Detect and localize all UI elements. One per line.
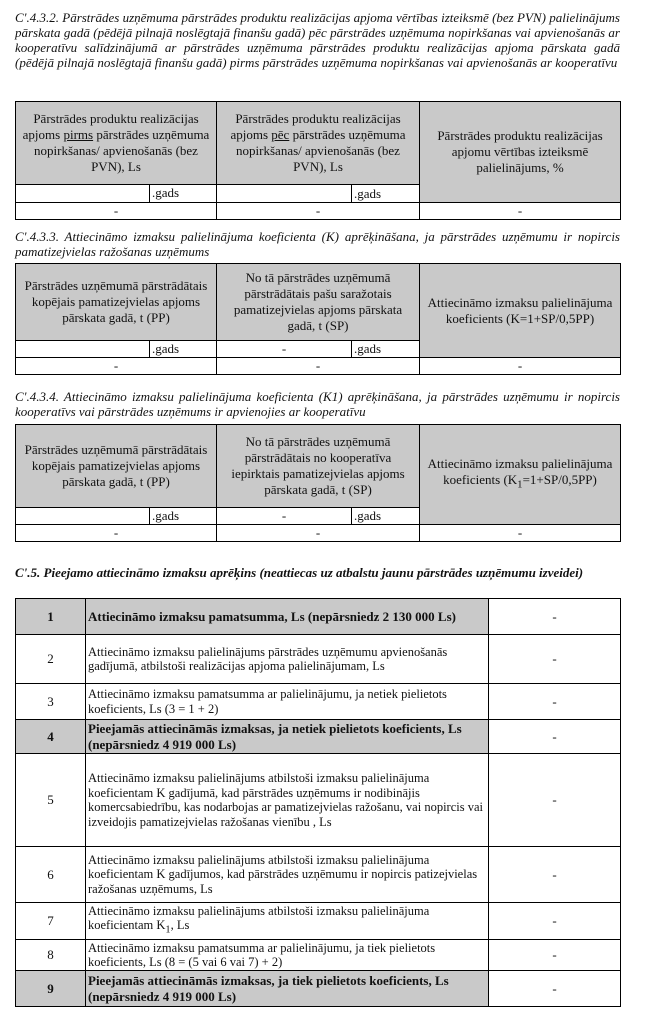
- row-number: 4: [16, 720, 86, 754]
- year-label: .gads: [150, 508, 217, 525]
- year-label: .gads: [352, 341, 420, 358]
- col-header: Pārstrādes produktu realizācijas apjoms pēc pārstrādes uzņēmuma nopirkšanas/ apvienošanās (bez PVN), Ls: [217, 102, 420, 185]
- row-value[interactable]: -: [489, 684, 621, 720]
- row-value[interactable]: -: [489, 754, 621, 847]
- row-label: Attiecināmo izmaksu pamatsumma ar palielinājumu, ja netiek pielietots koeficients, Ls (3 = 1 + 2): [86, 684, 489, 720]
- value-cell[interactable]: -: [420, 525, 621, 542]
- col-header: No tā pārstrādes uzņēmumā pārstrādātais no kooperatīva iepirktais pamatizejvielas apjoms pārskata gadā, t (SP): [217, 425, 420, 508]
- row-value[interactable]: -: [489, 903, 621, 940]
- section-c5: [15, 565, 620, 580]
- row-value[interactable]: -: [489, 971, 621, 1007]
- year-label: .gads: [352, 508, 420, 525]
- row-number: 6: [16, 847, 86, 903]
- col-header: No tā pārstrādes uzņēmumā pārstrādātais pašu saražotais pamatizejvielas apjoms pārskata gadā, t (SP): [217, 264, 420, 341]
- row-number: 8: [16, 940, 86, 971]
- row-label: Attiecināmo izmaksu pamatsumma, Ls (nepārsniedz 2 130 000 Ls): [86, 599, 489, 635]
- row-label: Pieejamās attiecināmās izmaksas, ja netiek pielietots koeficients, Ls (nepārsniedz 4 919 000 Ls): [86, 720, 489, 754]
- value-cell[interactable]: -: [217, 203, 420, 220]
- table-c4-3-4: [15, 424, 621, 542]
- row-label: Attiecināmo izmaksu palielinājums pārstrādes uzņēmumu apvienošanās gadījumā, atbilstoši realizācijas apjoma palielinājumam, Ls: [86, 635, 489, 684]
- col-header: Pārstrādes produktu realizācijas apjomu vērtības izteiksmē palielinājums, %: [420, 102, 621, 203]
- year-input[interactable]: [217, 185, 352, 203]
- value-cell[interactable]: -: [420, 203, 621, 220]
- year-label: .gads: [352, 185, 420, 203]
- row-number: 3: [16, 684, 86, 720]
- section-title: C'.4.3.2. Pārstrādes uzņēmuma pārstrādes produktu realizācijas apjoma vērtības izteiksmē (bez PVN) palielinājums pārskata gadā (pēdējā pilnajā noslēgtajā finanšu gadā) pēc pārstrādes uzņēmuma nopirkšanas vai apvienošanās ar kooperatīvu salīdzinājumā ar pārstrādes uzņēmuma pārstrādes produktu realizācijas apjoma pārskata gadā (pēdējā pilnajā noslēgtajā finanšu gadā) pirms pārstrādes uzņēmuma nopirkšanas vai apvienošanās ar kooperatīvu: [15, 10, 620, 70]
- year-input[interactable]: [16, 508, 150, 525]
- year-label: .gads: [150, 341, 217, 358]
- row-number: 1: [16, 599, 86, 635]
- year-input[interactable]: [16, 341, 150, 358]
- section-title: C'.4.3.3. Attiecināmo izmaksu palielinājuma koeficienta (K) aprēķināšana, ja pārstrādes uzņēmumu ir nopircis pamatizejvielas ražošanas uzņēmums: [15, 229, 620, 259]
- row-value[interactable]: -: [489, 635, 621, 684]
- row-label: Pieejamās attiecināmās izmaksas, ja tiek pielietots koeficients, Ls (nepārsniedz 4 919 000 Ls): [86, 971, 489, 1007]
- row-number: 5: [16, 754, 86, 847]
- year-field[interactable]: .gads: [16, 185, 217, 203]
- table-c4-3-2: [15, 101, 621, 220]
- row-value[interactable]: -: [489, 847, 621, 903]
- value-cell[interactable]: -: [217, 508, 352, 525]
- value-cell[interactable]: -: [217, 358, 420, 375]
- value-cell[interactable]: -: [16, 525, 217, 542]
- row-label: Attiecināmo izmaksu palielinājums atbilstoši izmaksu palielinājuma koeficientam $K_1$, Ls: [86, 903, 489, 940]
- row-label: Attiecināmo izmaksu pamatsumma ar palielinājumu, ja tiek pielietots koeficients, Ls (8 = (5 vai 6 vai 7) + 2): [86, 940, 489, 971]
- row-number: 7: [16, 903, 86, 940]
- section-c4-3-4: [15, 389, 620, 419]
- col-header: Attiecināmo izmaksu palielinājuma koeficients (K=1+SP/0,5PP): [420, 264, 621, 358]
- value-cell[interactable]: -: [16, 203, 217, 220]
- value-cell[interactable]: -: [217, 525, 420, 542]
- section-title: C'.5. Pieejamo attiecināmo izmaksu aprēķins (neattiecas uz atbalstu jaunu pārstrādes uzņēmumu izveidei): [15, 565, 584, 580]
- row-value[interactable]: -: [489, 720, 621, 754]
- table-c5: [15, 598, 621, 1007]
- section-c4-3-2: [15, 10, 620, 70]
- row-label: Attiecināmo izmaksu palielinājums atbilstoši izmaksu palielinājuma koeficientam K gadījumā, kad pārstrādes uzņēmums ir nodibinājis komercsabiedrību, kas nodarbojas ar pamatizejvielas ražošanu, vai nopircis vai izveidojis pamatizejvielas ražošanas vienību , Ls: [86, 754, 489, 847]
- value-cell[interactable]: -: [420, 358, 621, 375]
- value-cell[interactable]: -: [217, 341, 352, 358]
- row-value[interactable]: -: [489, 940, 621, 971]
- section-c4-3-3: [15, 229, 620, 259]
- value-cell[interactable]: -: [16, 358, 217, 375]
- col-header: Attiecināmo izmaksu palielinājuma koeficients $(K_1=1+SP/0,5PP)$: [420, 425, 621, 525]
- row-value[interactable]: -: [489, 599, 621, 635]
- col-header: Pārstrādes produktu realizācijas apjoms pirms pārstrādes uzņēmuma nopirkšanas/ apvienošanās (bez PVN), Ls: [16, 102, 217, 185]
- table-c4-3-3: [15, 263, 621, 375]
- col-header: Pārstrādes uzņēmumā pārstrādātais kopējais pamatizejvielas apjoms pārskata gadā, t (PP): [16, 425, 217, 508]
- section-title: C'.4.3.4. Attiecināmo izmaksu palielinājuma koeficienta (K1) aprēķināšana, ja pārstrādes uzņēmumu ir nopircis kooperatīvs vai pārstrādes uzņēmums ir apvienojies ar kooperatīvu: [15, 389, 620, 419]
- row-label: Attiecināmo izmaksu palielinājums atbilstoši izmaksu palielinājuma koeficientam K gadījumos, kad pārstrādes uzņēmumu ir nopircis patizejvielas ražošanas uzņēmums, Ls: [86, 847, 489, 903]
- row-number: 2: [16, 635, 86, 684]
- col-header: Pārstrādes uzņēmumā pārstrādātais kopējais pamatizejvielas apjoms pārskata gadā, t (PP): [16, 264, 217, 341]
- row-number: 9: [16, 971, 86, 1007]
